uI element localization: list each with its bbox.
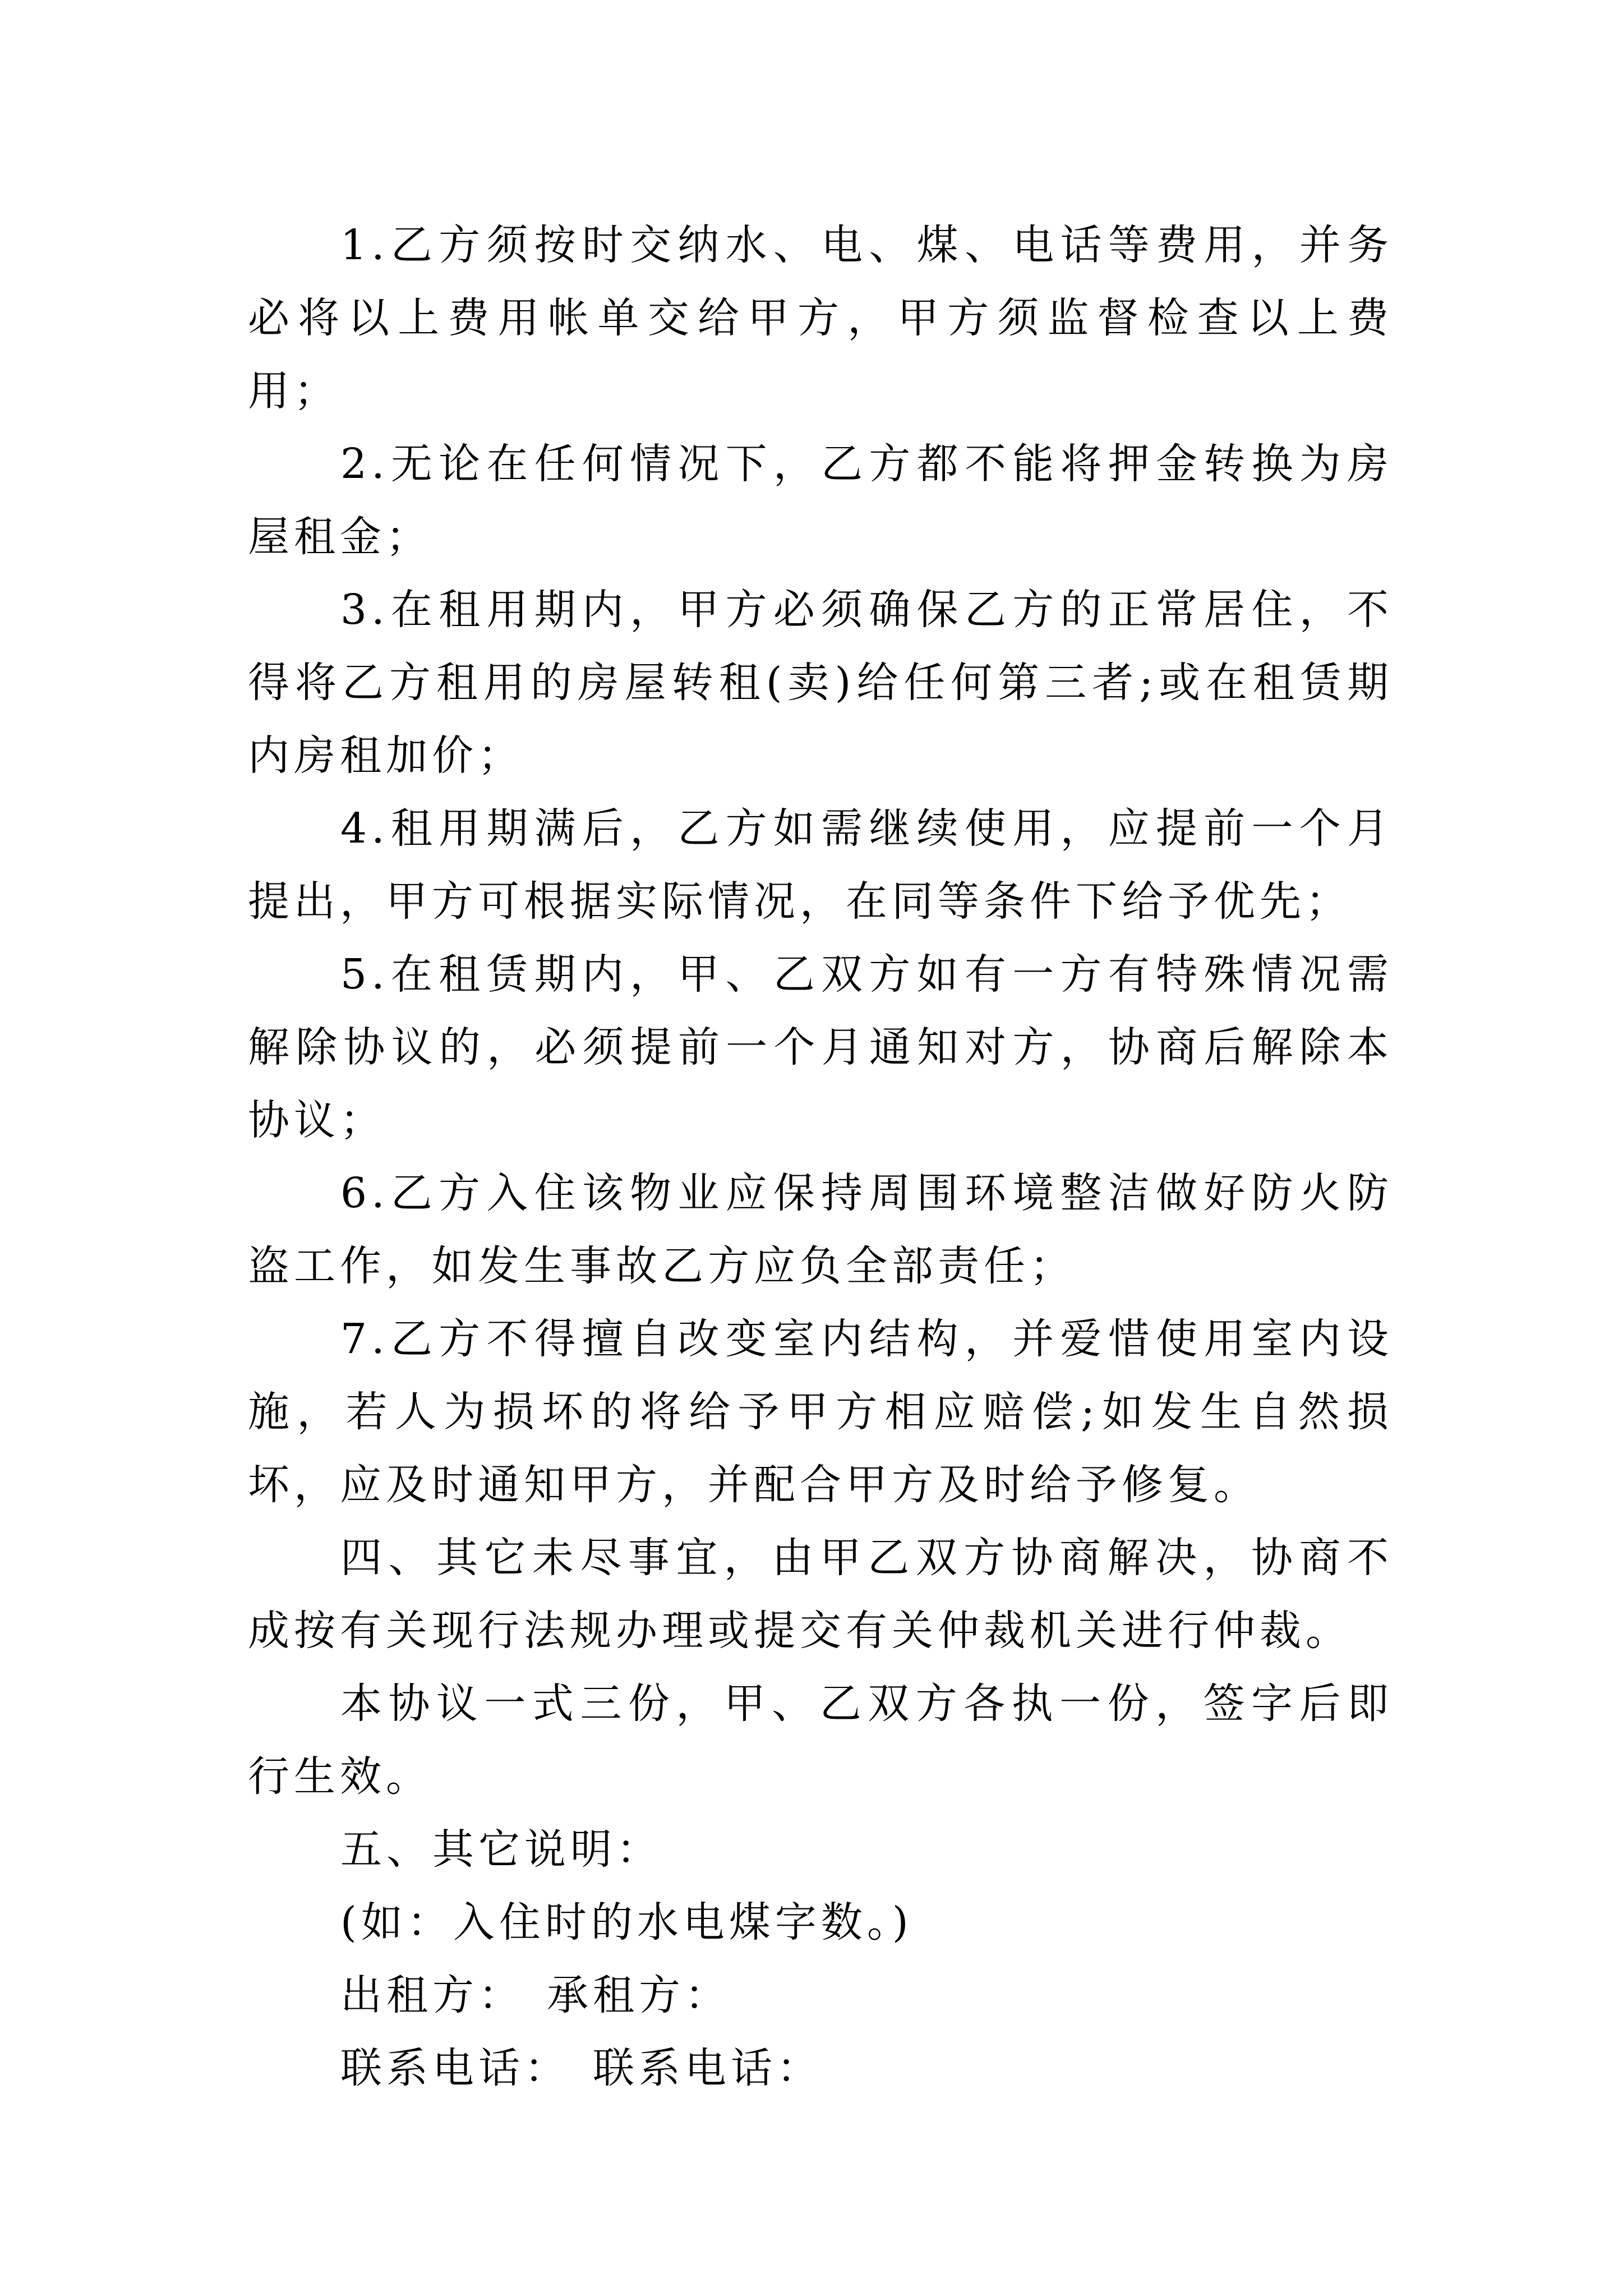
lessor-phone-label: 联系电话： bbox=[340, 2044, 570, 2092]
clause-6: 6.乙方入住该物业应保持周围环境整洁做好防火防盗工作，如发生事故乙方应负全部责任； bbox=[248, 1169, 1393, 1290]
section-four: 四、其它未尽事宜，由甲乙双方协商解决，协商不成按有关现行法规办理或提交有关仲裁机关进行仲裁。 bbox=[248, 1534, 1393, 1655]
clause-4: 4.租用期满后，乙方如需继续使用，应提前一个月提出，甲方可根据实际情况，在同等条件下给予优先； bbox=[248, 804, 1393, 926]
clause-3: 3.在租用期内，甲方必须确保乙方的正常居住，不得将乙方租用的房屋转租(卖)给任何第三者;或在租赁期内房租加价； bbox=[248, 586, 1393, 780]
clause-2: 2.无论在任何情况下，乙方都不能将押金转换为房屋租金； bbox=[248, 440, 1393, 561]
clause-5: 5.在租赁期内，甲、乙双方如有一方有特殊情况需解除协议的，必须提前一个月通知对方，协商后解除本协议； bbox=[248, 950, 1393, 1144]
clause-7: 7.乙方不得擅自改变室内结构，并爱惜使用室内设施，若人为损坏的将给予甲方相应赔偿;如发生自然损坏，应及时通知甲方，并配合甲方及时给予修复。 bbox=[248, 1315, 1393, 1509]
lessee-label: 承租方： bbox=[547, 1971, 731, 2019]
lessee-phone-label: 联系电话： bbox=[593, 2044, 823, 2092]
copies-statement: 本协议一式三份，甲、乙双方各执一份，签字后即行生效。 bbox=[248, 1680, 1393, 1801]
clause-1: 1.乙方须按时交纳水、电、煤、电话等费用，并务必将以上费用帐单交给甲方，甲方须监督检查以上费用； bbox=[248, 221, 1393, 415]
lessor-label: 出租方： bbox=[340, 1971, 524, 2019]
section-five-title: 五、其它说明： bbox=[340, 1825, 662, 1874]
signature-line bbox=[248, 1959, 1393, 2032]
section-five-note: (如：入住时的水电煤字数。) bbox=[340, 1898, 913, 1947]
phone-line bbox=[248, 2032, 1393, 2105]
document-body bbox=[248, 209, 1393, 2105]
